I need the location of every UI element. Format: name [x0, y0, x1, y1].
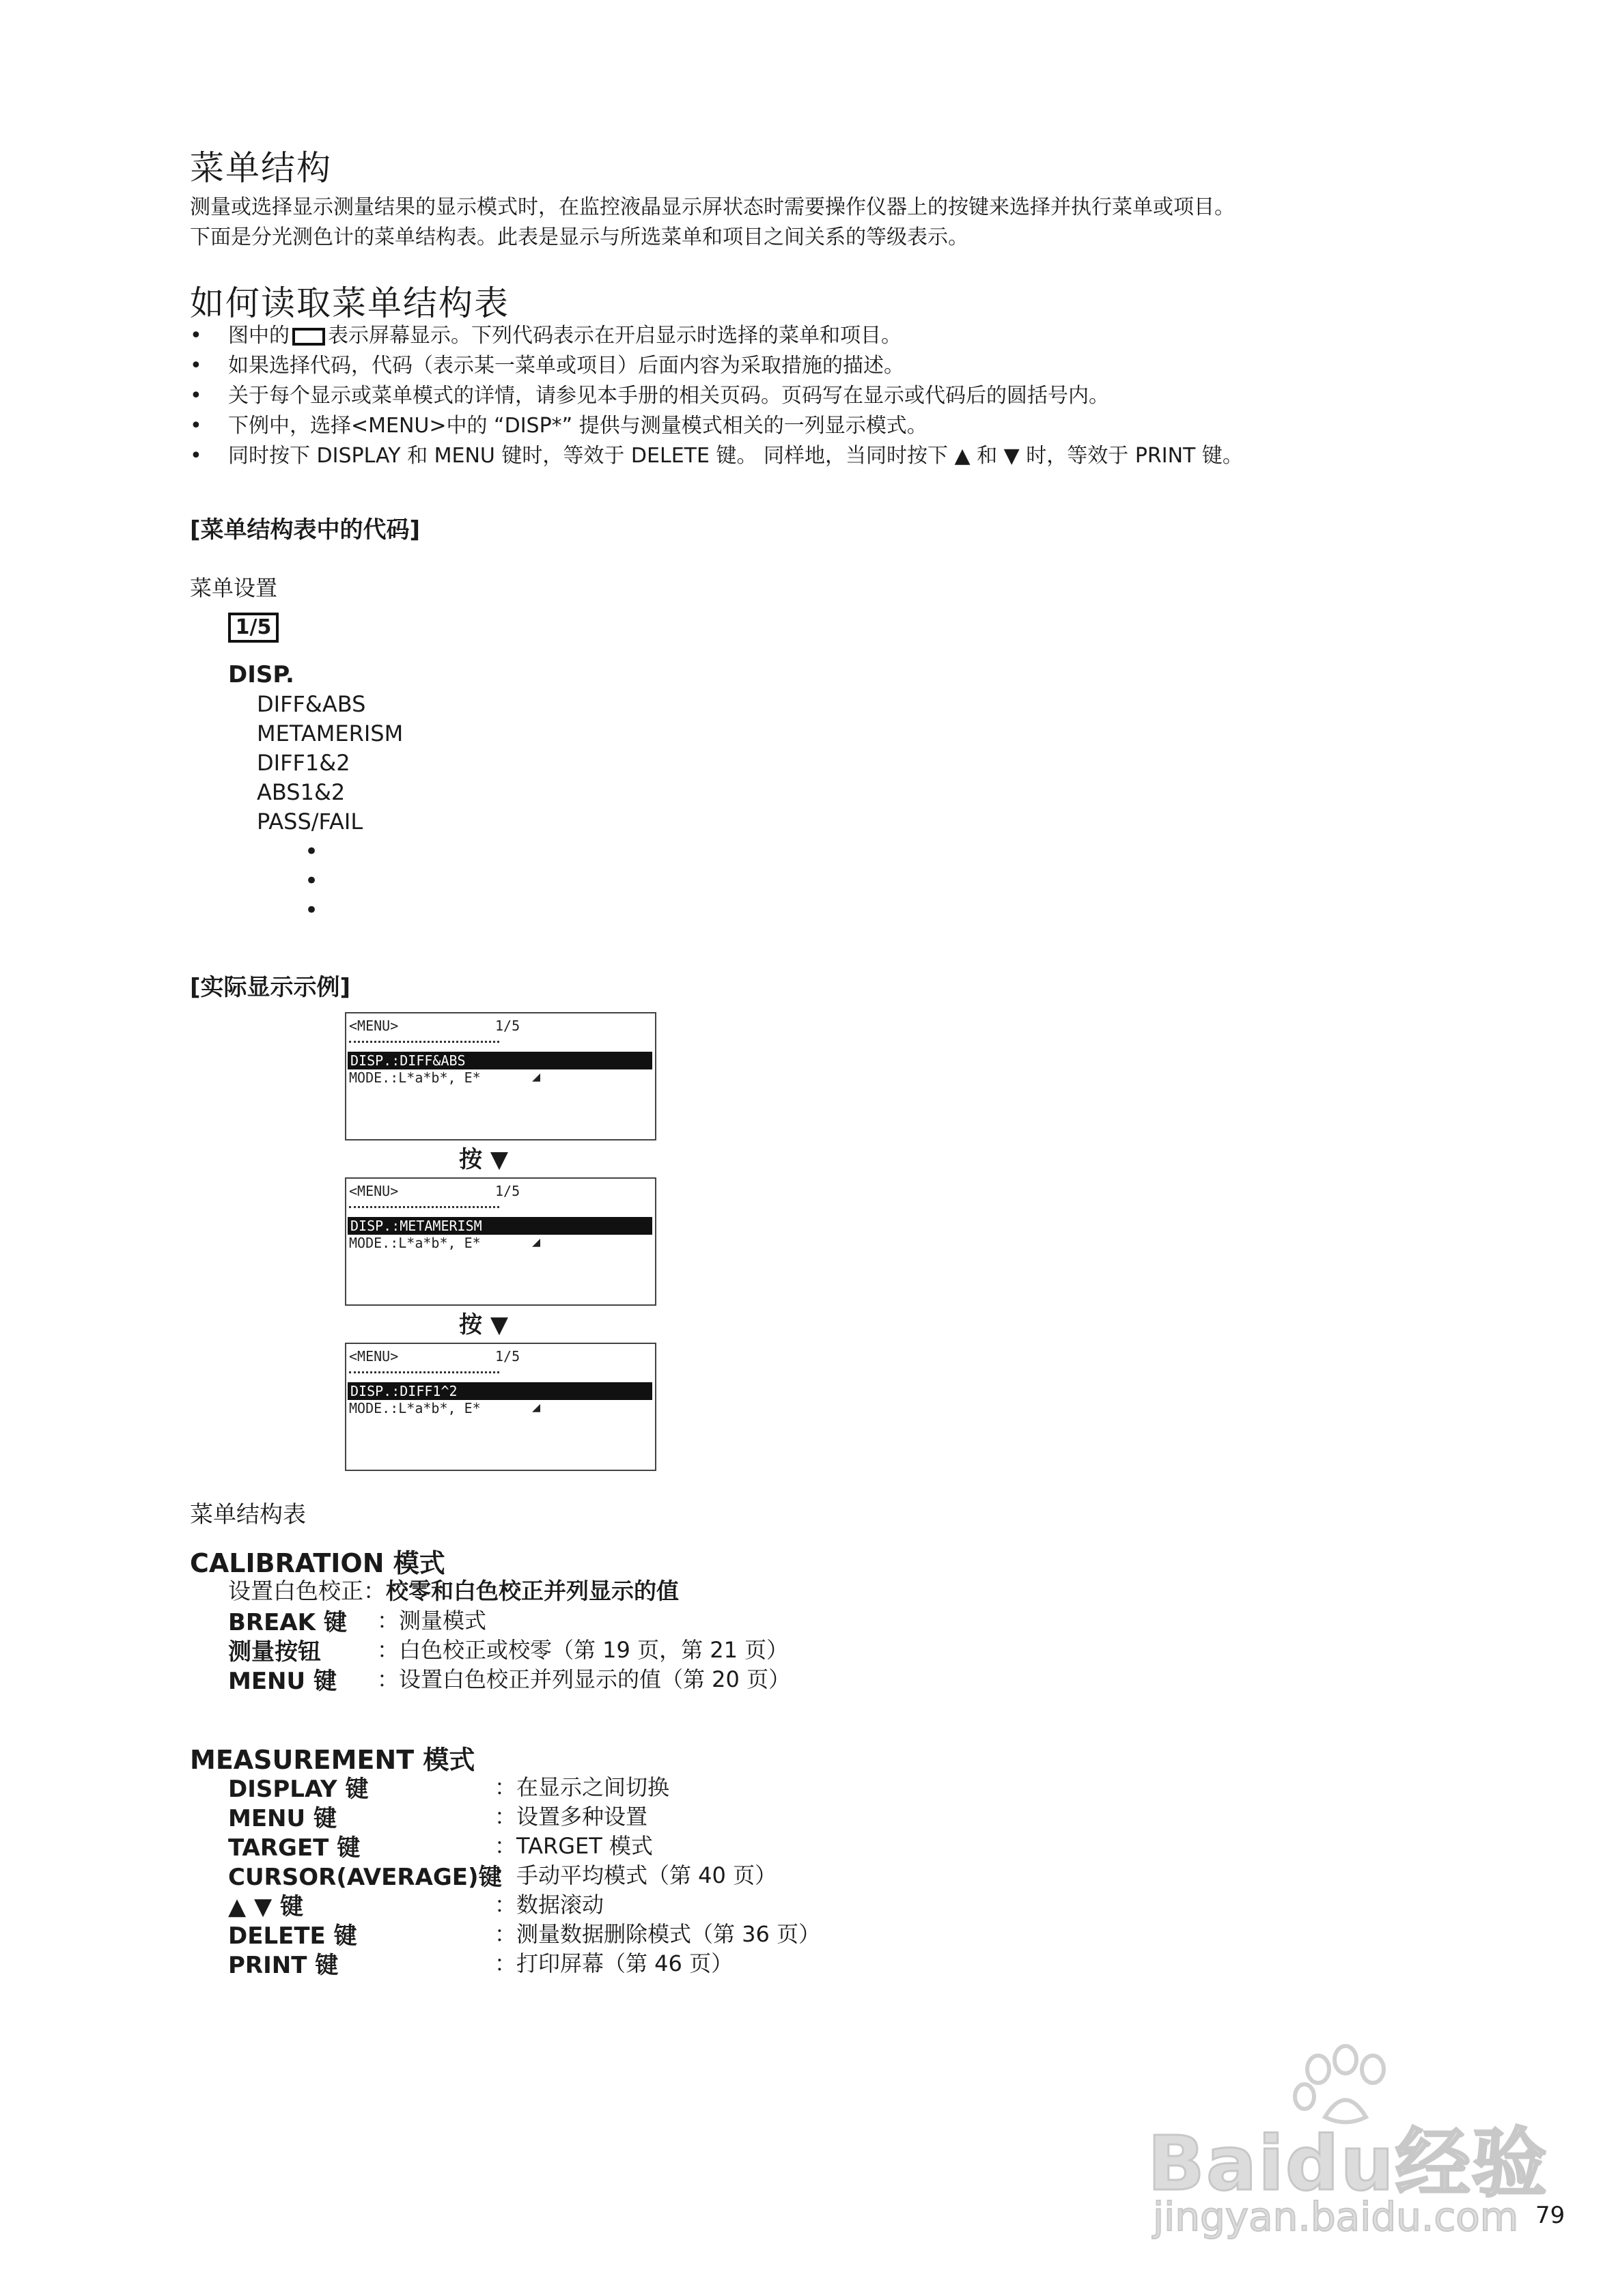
row-value: ：打印屏幕（第 46 页）	[494, 1950, 734, 1976]
screen-mode-row: MODE.:L*a*b*, E*	[349, 1069, 481, 1086]
calibration-intro-value: 校零和白色校正并列显示的值	[386, 1578, 679, 1604]
page-box: 1/5	[228, 613, 279, 643]
measurement-mode-title: MEASUREMENT 模式	[190, 1745, 475, 1775]
row-value: ：设置白色校正并列显示的值（第 20 页）	[377, 1666, 791, 1692]
intro-line-1: 测量或选择显示测量结果的显示模式时，在监控液晶显示屏状态时需要操作仪器上的按键来选择并执行菜单或项目。	[190, 195, 1235, 219]
row-key: DELETE 键	[228, 1922, 357, 1950]
screen-mode-row: MODE.:L*a*b*, E*	[349, 1400, 481, 1416]
press-down-label: 按 ▼	[459, 1311, 508, 1339]
calibration-intro	[228, 1573, 679, 1606]
bullet-item: • 同时按下 DISPLAY 和 MENU 键时，等效于 DELETE 键。 同样地，当同时按下 ▲ 和 ▼ 时，等效于 PRINT 键。	[190, 441, 1243, 471]
row-key: MENU 键	[228, 1668, 337, 1695]
watermark-url: jingyan.baidu.com	[1153, 2194, 1519, 2240]
table-row	[228, 1946, 911, 1979]
screen-menu-label: <MENU>	[349, 1183, 399, 1199]
table-row	[228, 1858, 911, 1891]
row-key: MENU 键	[228, 1805, 337, 1832]
screen-highlight-row: DISP.:DIFF1^2	[348, 1382, 652, 1400]
menu-settings-label: 菜单设置	[190, 575, 278, 601]
disp-item: PASS/FAIL	[257, 809, 363, 835]
screen-frame-icon	[292, 328, 325, 346]
bullet-item: • 如果选择代码，代码（表示某一菜单或项目）后面内容为采取措施的描述。	[190, 351, 1243, 381]
screen-page-label: 1/5	[495, 1348, 520, 1364]
press-down-label: 按 ▼	[459, 1146, 508, 1173]
how-to-read-list	[190, 321, 1243, 471]
triangle-icon: ◢	[532, 1068, 541, 1084]
bullet-item: • 下例中，选择<MENU>中的 “DISP*” 提供与测量模式相关的一列显示模式。	[190, 411, 1243, 441]
ellipsis-dot: •	[305, 897, 319, 924]
screen-menu-label: <MENU>	[349, 1018, 399, 1034]
screen-highlight-row: DISP.:METAMERISM	[348, 1217, 652, 1235]
row-key: PRINT 键	[228, 1952, 339, 1979]
table-row	[228, 1829, 911, 1862]
screen-highlight-row: DISP.:DIFF&ABS	[348, 1052, 652, 1069]
calibration-intro-key: 设置白色校正：	[228, 1578, 386, 1604]
measurement-rows	[228, 1770, 911, 1979]
disp-item: ABS1&2	[257, 779, 346, 805]
row-value: ：白色校正或校零（第 19 页，第 21 页）	[377, 1637, 789, 1663]
disp-item: DIFF1&2	[257, 750, 350, 776]
watermark-brand: Baidu经验	[1147, 2120, 1548, 2207]
screen-mode-row: MODE.:L*a*b*, E*	[349, 1235, 481, 1251]
screen-page-label: 1/5	[495, 1183, 520, 1199]
lcd-screen	[345, 1177, 656, 1306]
ellipsis-dot: •	[305, 867, 319, 895]
row-value: ：在显示之间切换	[494, 1774, 670, 1800]
bullet-text: 图中的	[228, 324, 290, 348]
row-key: BREAK 键	[228, 1609, 347, 1636]
section-title-how-to-read: 如何读取菜单结构表	[190, 283, 510, 323]
codes-heading: [菜单结构表中的代码]	[190, 516, 421, 544]
lcd-screen	[345, 1343, 656, 1471]
table-row	[228, 1800, 911, 1832]
row-value: ：TARGET 模式	[494, 1833, 653, 1859]
row-value: ：手动平均模式（第 40 页）	[494, 1862, 777, 1888]
section-title-menu-structure: 菜单结构	[190, 148, 332, 188]
screen-divider	[349, 1206, 499, 1208]
triangle-icon: ◢	[532, 1399, 541, 1415]
row-key: TARGET 键	[228, 1834, 361, 1862]
row-key: CURSOR(AVERAGE)键	[228, 1864, 502, 1891]
screen-menu-label: <MENU>	[349, 1348, 399, 1364]
table-heading: 菜单结构表	[190, 1501, 306, 1528]
screen-divider	[349, 1371, 499, 1373]
continuation-dots	[305, 837, 318, 925]
table-row	[228, 1770, 911, 1803]
row-value: ：设置多种设置	[494, 1804, 648, 1830]
disp-item: METAMERISM	[257, 720, 404, 746]
ellipsis-dot: •	[305, 838, 319, 865]
row-key: DISPLAY 键	[228, 1776, 369, 1803]
triangle-icon: ◢	[532, 1233, 541, 1250]
disp-label: DISP.	[228, 661, 294, 688]
row-value: ：测量模式	[377, 1608, 487, 1634]
table-row	[228, 1917, 911, 1950]
row-value: ：数据滚动	[494, 1892, 604, 1918]
table-row	[228, 1888, 911, 1920]
row-value: ：测量数据删除模式（第 36 页）	[494, 1921, 821, 1947]
row-key: ▲ ▼ 键	[228, 1893, 303, 1920]
bullet-text: 表示屏幕显示。下列代码表示在开启显示时选择的菜单和项目。	[328, 324, 902, 348]
disp-item-list	[257, 690, 403, 837]
screen-page-label: 1/5	[495, 1018, 520, 1034]
disp-item: DIFF&ABS	[257, 691, 366, 717]
intro-paragraph	[190, 193, 1235, 253]
lcd-screen	[345, 1012, 656, 1140]
example-heading: [实际显示示例]	[190, 974, 351, 1001]
calibration-mode-title: CALIBRATION 模式	[190, 1548, 445, 1578]
page-number: 79	[1535, 2202, 1565, 2229]
intro-line-2: 下面是分光测色计的菜单结构表。此表是显示与所选菜单和项目之间关系的等级表示。	[190, 225, 968, 249]
bullet-item: • 关于每个显示或菜单模式的详情，请参见本手册的相关页码。页码写在显示或代码后的圆括号内。	[190, 381, 1243, 411]
screen-divider	[349, 1041, 499, 1043]
bullet-item	[190, 321, 1243, 351]
row-key: 测量按钮	[228, 1638, 321, 1666]
